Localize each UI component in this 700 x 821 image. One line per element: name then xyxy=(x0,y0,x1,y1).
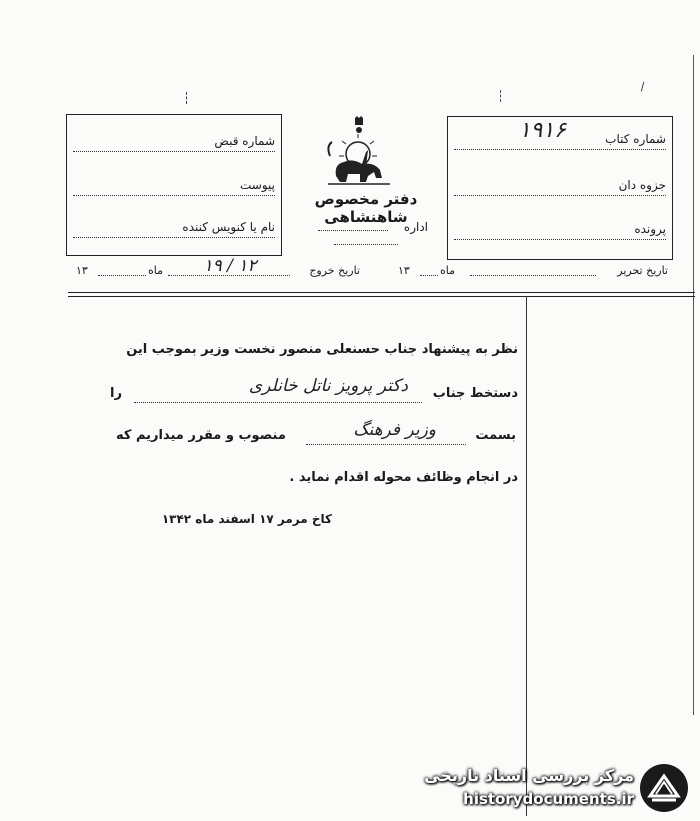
receipt-number-label: شماره قبض xyxy=(210,131,275,151)
department-underline xyxy=(334,244,398,245)
department-dots xyxy=(318,230,388,231)
exit-date-year: ۱۳ xyxy=(76,264,88,277)
drafter-row xyxy=(73,217,275,238)
archive-logo-icon xyxy=(638,762,690,814)
corner-mark xyxy=(641,82,647,93)
ministry-title: وزیر فرهنگ xyxy=(353,420,436,440)
lion-and-sun-emblem xyxy=(322,116,396,188)
file-label: پرونده xyxy=(630,219,666,239)
margin-line xyxy=(526,296,527,816)
draft-date-month: ماه xyxy=(440,264,456,277)
left-header-box xyxy=(66,114,282,256)
office-title: دفتر مخصوص شاهنشاهی xyxy=(314,190,418,226)
archive-watermark xyxy=(410,760,694,818)
draft-date-year: ۱۳ xyxy=(398,264,410,277)
nominee-name: دکتر پرویز ناتل خانلری xyxy=(248,376,408,396)
hole-punch-mark xyxy=(186,92,189,104)
letter-number-row xyxy=(454,118,666,150)
scan-edge-line xyxy=(693,55,694,715)
exit-date-value: ۱۹ / ۱۲ xyxy=(203,256,257,276)
file-row xyxy=(454,219,666,240)
body-line-2 xyxy=(110,376,518,410)
body-line-2-prefix: دستخط جناب xyxy=(432,386,518,401)
body-line-4: در انجام وظائف محوله اقدام نماید . xyxy=(289,470,518,485)
section-row xyxy=(454,175,666,196)
body-line-3-prefix: بسمت xyxy=(475,428,516,443)
body-line-2-dots xyxy=(134,402,422,403)
hole-punch-mark xyxy=(500,90,503,102)
department-row xyxy=(318,220,428,236)
exit-date-month: ماه xyxy=(148,264,164,277)
draft-date-label: تاریخ تحریر xyxy=(617,264,668,277)
department-label: اداره xyxy=(403,220,428,234)
exit-date-month-dots xyxy=(98,275,146,276)
drafter-label: نام یا کنویس کننده xyxy=(178,217,275,237)
body-line-1: نظر به پیشنهاد جناب حسنعلی منصور نخست وزیر بموجب این xyxy=(126,342,518,357)
section-label: جزوه دان xyxy=(615,175,666,195)
letter-number-value: ۱۹۱۶ xyxy=(518,118,566,143)
attachment-label: پیوست xyxy=(236,175,275,195)
right-header-box xyxy=(447,116,673,260)
draft-date-dots xyxy=(470,275,596,276)
closing-place-date: کاخ مرمر ۱۷ اسفند ماه ۱۳۴۲ xyxy=(161,512,332,526)
letter-number-label: شماره کتاب xyxy=(601,129,666,149)
attachment-row xyxy=(73,175,275,196)
watermark-url: historydocuments.ir xyxy=(463,790,634,808)
body-line-3-dots xyxy=(306,444,466,445)
exit-date-label: تاریخ خروج xyxy=(309,264,360,277)
receipt-number-row xyxy=(73,131,275,152)
header-rule xyxy=(68,292,695,297)
exit-date-dots xyxy=(168,275,290,276)
watermark-title: مرکز بررسی اسناد تاریخی xyxy=(424,766,634,785)
body-line-3-suffix: منصوب و مقرر میداریم که xyxy=(116,428,286,443)
draft-date-month-dots xyxy=(420,275,438,276)
body-line-3 xyxy=(116,420,516,452)
body-line-2-suffix: را xyxy=(110,386,122,401)
